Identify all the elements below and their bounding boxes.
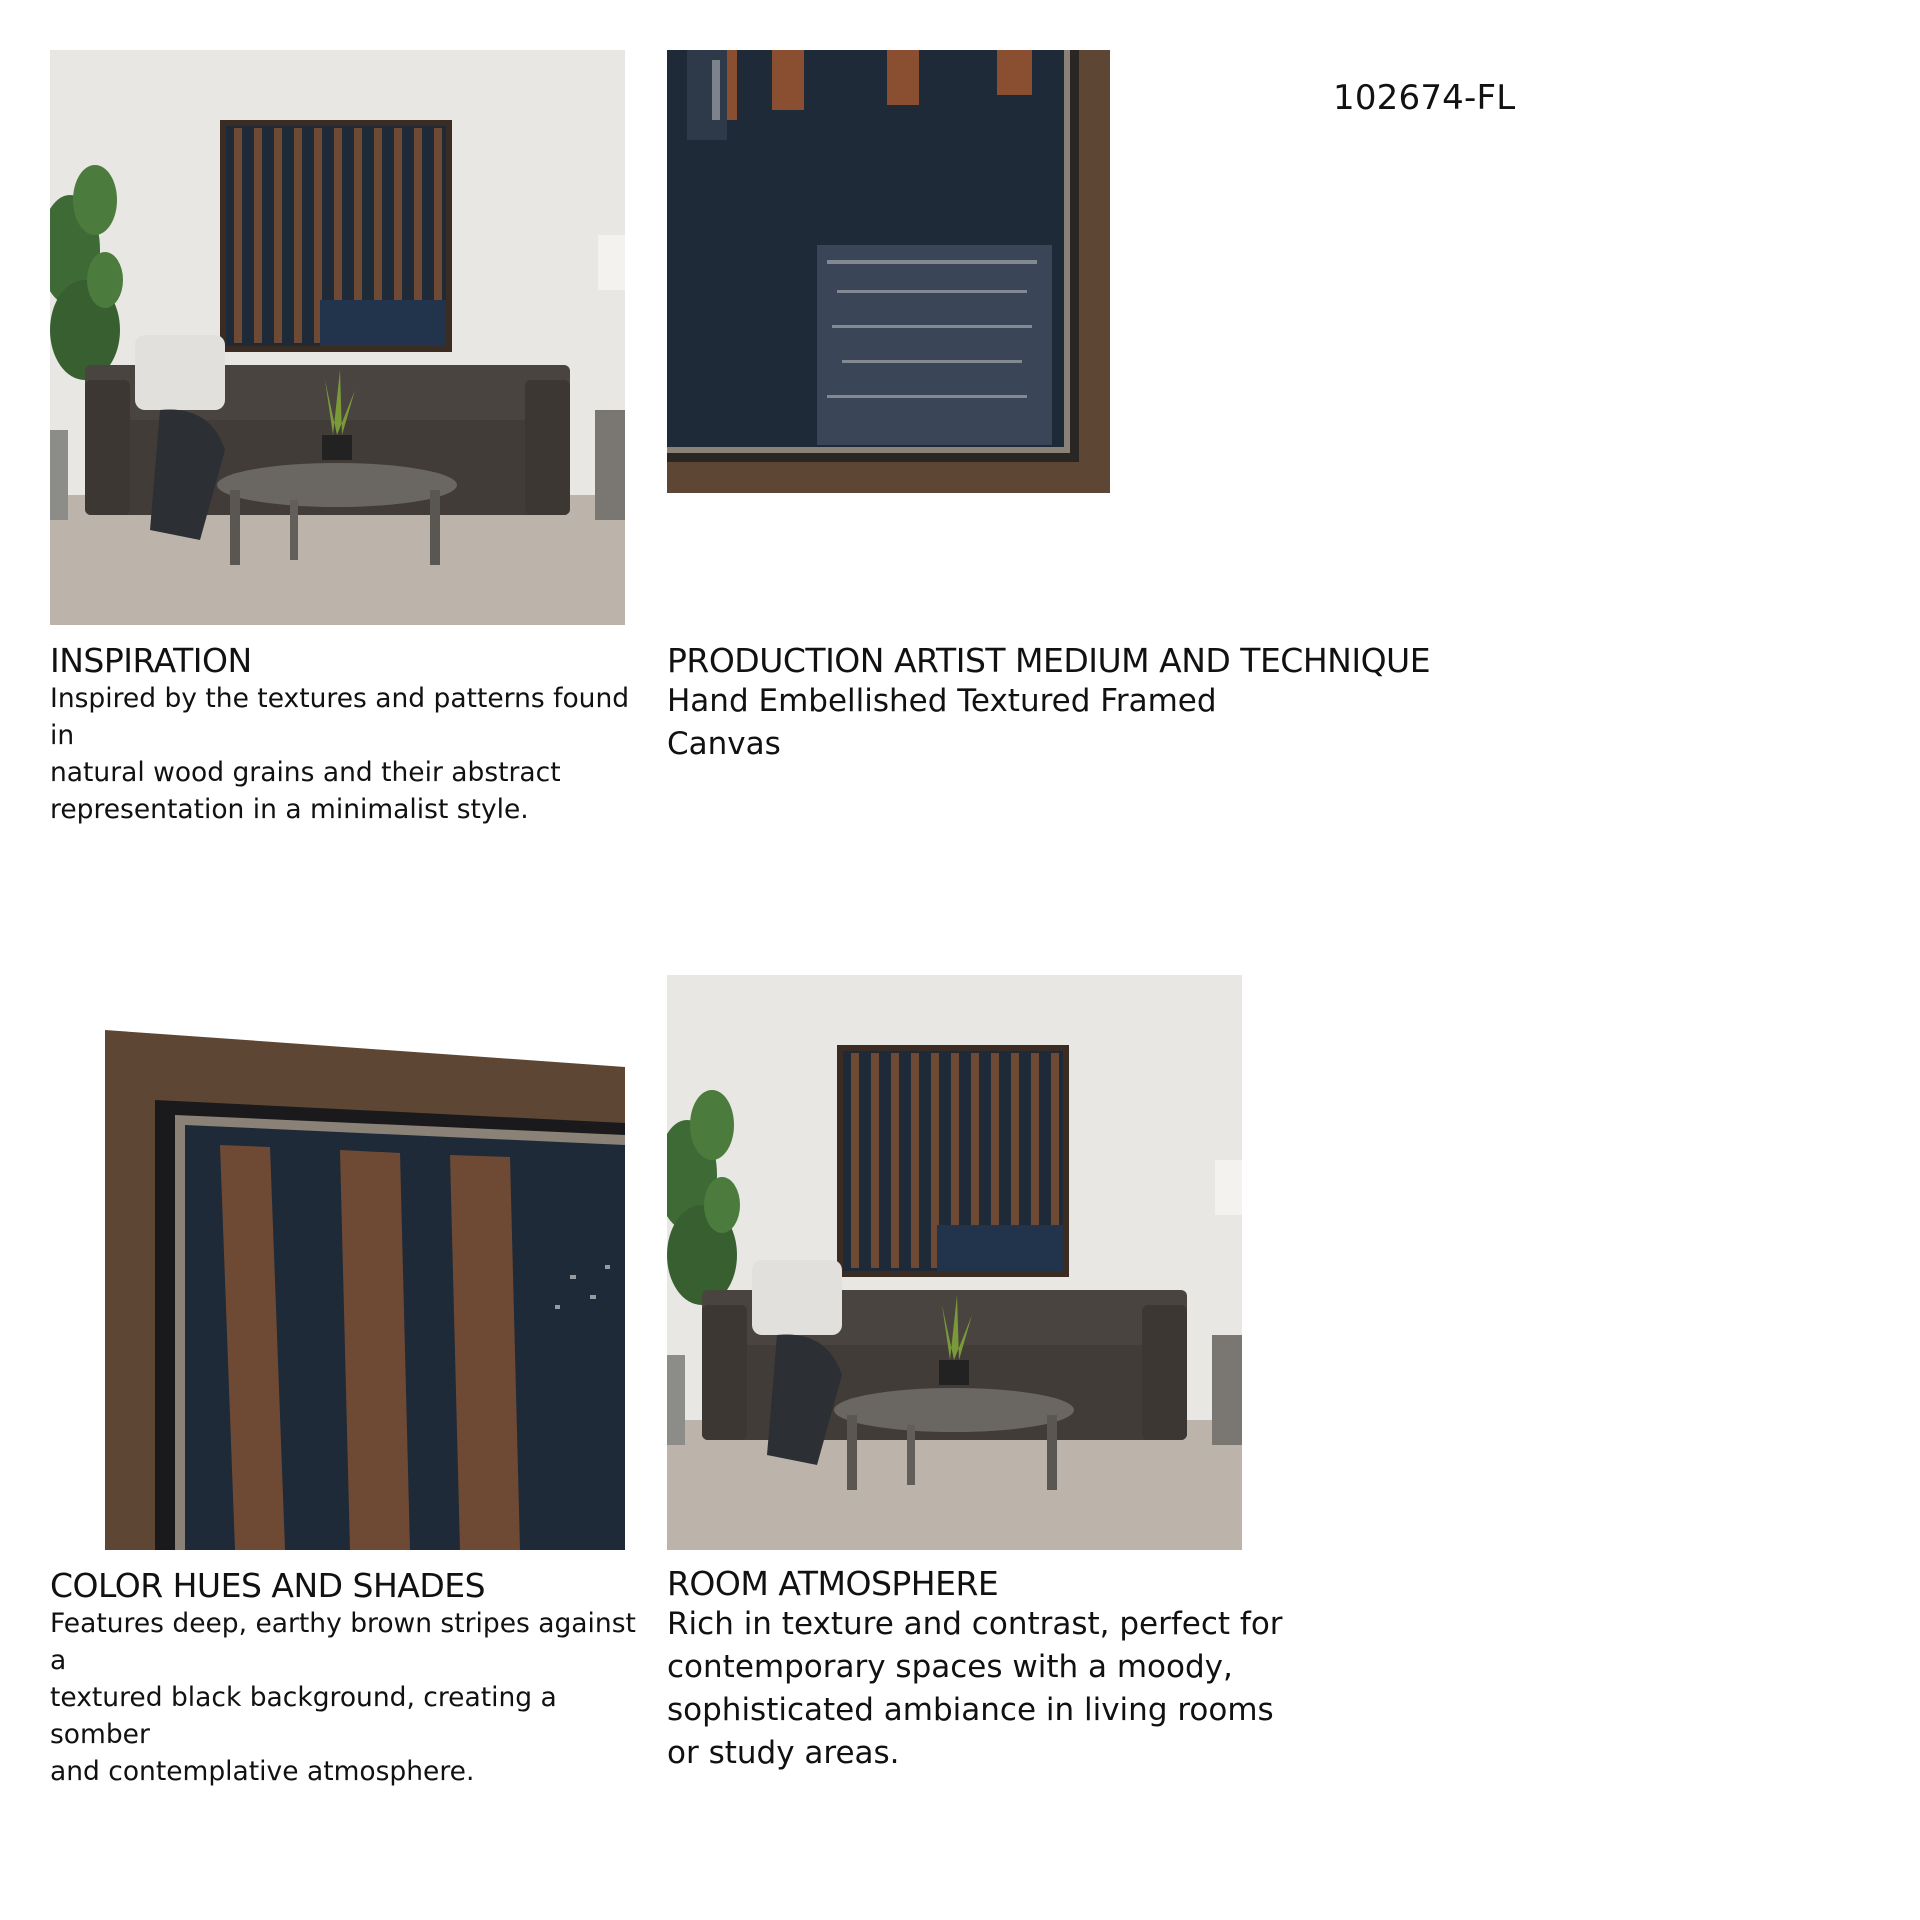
color-line: and contemplative atmosphere. <box>50 1756 475 1787</box>
inspiration-line: representation in a minimalist style. <box>50 794 529 825</box>
production-heading: PRODUCTION ARTIST MEDIUM AND TECHNIQUE <box>667 641 1431 680</box>
product-sku: 102674-FL <box>1333 78 1516 118</box>
inspiration-section <box>50 641 650 828</box>
production-line: Canvas <box>667 726 781 762</box>
color-line: Features deep, earthy brown stripes against a <box>50 1608 636 1676</box>
color-line: textured black background, creating a somber <box>50 1682 557 1750</box>
room-line: or study areas. <box>667 1735 900 1771</box>
room-section <box>667 1564 1307 1775</box>
room-line: Rich in texture and contrast, perfect for <box>667 1606 1283 1642</box>
inspiration-line: natural wood grains and their abstract <box>50 757 561 788</box>
frame-corner-detail-image <box>667 50 1110 493</box>
room-line: contemporary spaces with a moody, <box>667 1649 1233 1685</box>
inspiration-line: Inspired by the textures and patterns found in <box>50 683 630 751</box>
room-line: sophisticated ambiance in living rooms <box>667 1692 1274 1728</box>
room-scene-image-top <box>50 50 625 625</box>
production-line: Hand Embellished Textured Framed <box>667 683 1217 719</box>
color-heading: COLOR HUES AND SHADES <box>50 1566 486 1605</box>
production-section <box>667 641 1567 766</box>
stripe-texture-detail-image <box>50 975 625 1550</box>
room-heading: ROOM ATMOSPHERE <box>667 1564 999 1603</box>
color-section <box>50 1566 650 1790</box>
room-scene-image-bottom <box>667 975 1242 1550</box>
inspiration-heading: INSPIRATION <box>50 641 252 680</box>
